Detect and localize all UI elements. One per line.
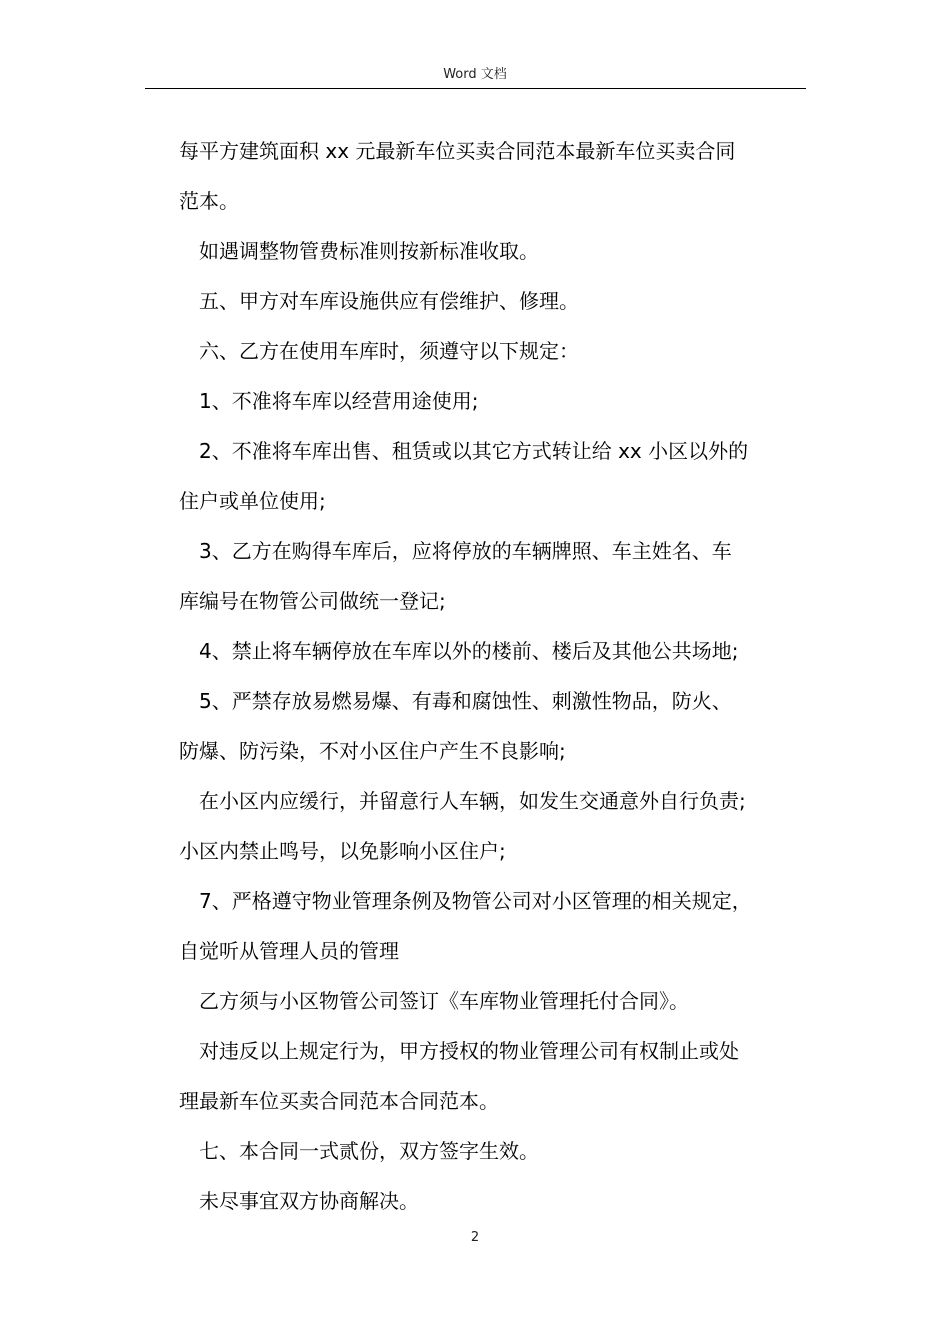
text-line: 未尽事宜双方协商解决。 [199,1189,419,1213]
text-line: 六、乙方在使用车库时，须遵守以下规定： [199,339,579,363]
text-line: 如遇调整物管费标准则按新标准收取。 [199,239,539,263]
text-line: 5、严禁存放易燃易爆、有毒和腐蚀性、刺激性物品，防火、 [199,689,732,713]
text-line: 库编号在物管公司做统一登记; [179,589,446,613]
text-line: 1、不准将车库以经营用途使用; [199,389,479,413]
text-line: 自觉听从管理人员的管理 [179,939,399,963]
text-line: 在小区内应缓行，并留意行人车辆，如发生交通意外自行负责; [199,789,746,813]
text-line: 3、乙方在购得车库后，应将停放的车辆牌照、车主姓名、车 [199,539,732,563]
text-line: 7、严格遵守物业管理条例及物管公司对小区管理的相关规定， [199,889,752,913]
text-line: 住户或单位使用; [179,489,326,513]
text-line: 乙方须与小区物管公司签订《车库物业管理托付合同》。 [199,989,689,1013]
text-line: 防爆、防污染，不对小区住户产生不良影响; [179,739,566,763]
text-line: 理最新车位买卖合同范本合同范本。 [179,1089,499,1113]
header-divider [145,88,806,89]
text-line: 七、本合同一式贰份，双方签字生效。 [199,1139,539,1163]
document-body [179,126,806,1226]
text-line: 五、甲方对车库设施供应有偿维护、修理。 [199,289,579,313]
page-number: 2 [470,1230,480,1245]
text-line: 小区内禁止鸣号，以免影响小区住户; [179,839,506,863]
text-line: 对违反以上规定行为，甲方授权的物业管理公司有权制止或处 [199,1039,739,1063]
text-line: 每平方建筑面积 xx 元最新车位买卖合同范本最新车位买卖合同 [179,139,736,163]
page-header: Word 文档 [443,67,507,82]
text-line: 2、不准将车库出售、租赁或以其它方式转让给 xx 小区以外的 [199,439,749,463]
text-line: 4、禁止将车辆停放在车库以外的楼前、楼后及其他公共场地; [199,639,739,663]
text-line: 范本。 [179,189,239,213]
